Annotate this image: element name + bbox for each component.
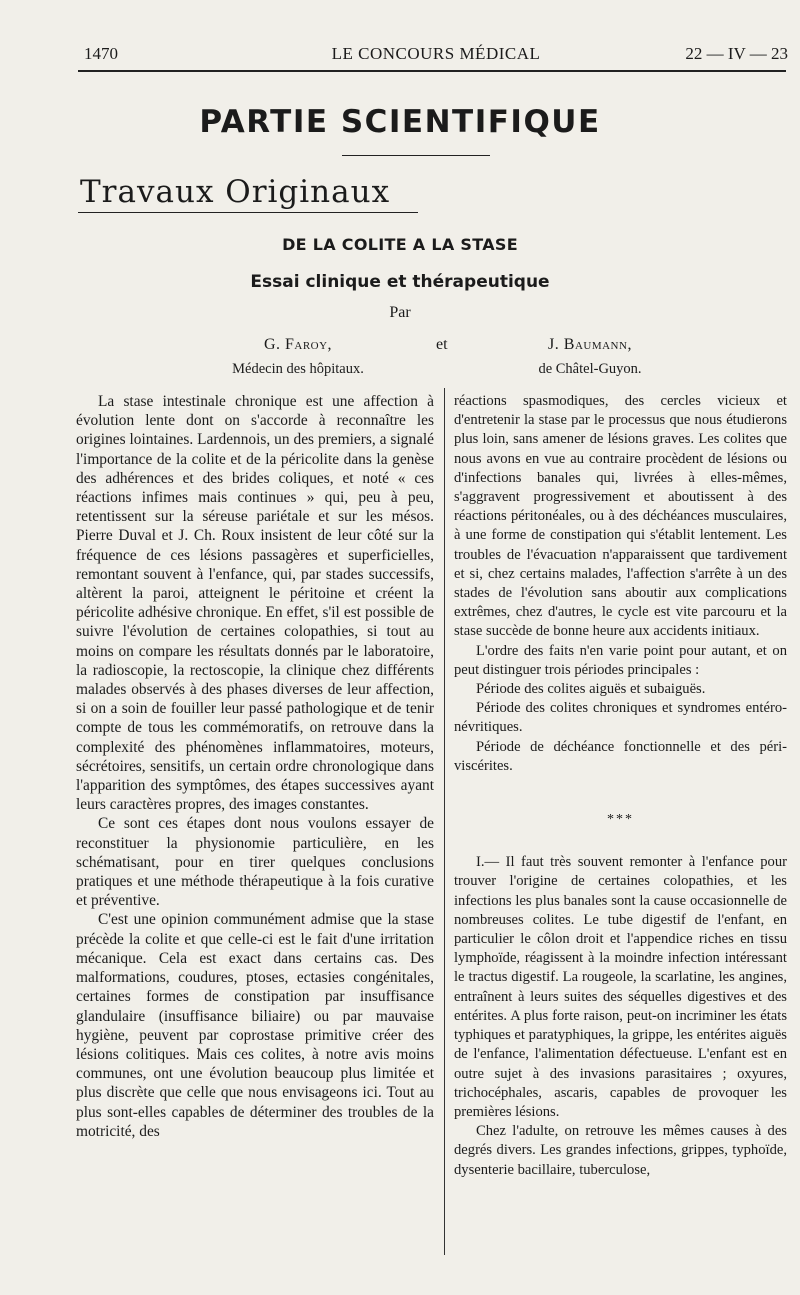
author-affiliation: de Châtel-Guyon.: [538, 361, 642, 377]
paragraph: Chez l'adulte, on retrouve les mêmes causes à des degrés divers. Les grandes infections, grippes, typhoïde, dysenterie bacillaire, tuberculose,: [454, 1123, 787, 1178]
journal-title: LE CONCOURS MÉDICAL: [331, 44, 541, 63]
article-subtitle: Essai clinique et thérapeutique: [250, 272, 550, 292]
paragraph: L'ordre des faits n'en varie point pour autant, et on peut distinguer trois périodes principales :: [454, 642, 787, 678]
issue-date: 22 — IV — 23: [685, 44, 788, 63]
paragraph: Ce sont ces étapes dont nous voulons essayer de reconstituer la physionomie particulière, en les schématisant, pour en tirer quelques conclusions pratiques et une méthode thérapeutique à la fois curative et préventive.: [76, 815, 434, 910]
rubric-title: Travaux Originaux: [80, 174, 391, 210]
section-rule: [342, 155, 490, 156]
rubric-rule: [78, 212, 418, 213]
byline-conjunction: et: [436, 336, 448, 353]
paragraph: La stase intestinale chronique est une affection à évolution lente dont on s'accorde à reconnaître les origines lointaines. Lardennois, un des premiers, a signalé l'importance de la colite et de la péricolite dans la genèse des adhérences et des brides coliques, et noté « ces réactions infimes mais continues » qui, peu à peu, retentissent sur la séreuse pariétale et sur les mésos. Pierre Duval et J. Ch. Roux insistent de leur côté sur la fréquence de ces lésions passagères et superficielles, remontant souvent à l'enfance, qui, par stades successifs, altèrent la paroi, atteignent le péritoine et créent la péricolite adhésive chronique. En effet, s'il est possible de suivre l'évolution de certaines colopathies, si tout au moins on compare les résultats donnés par le laboratoire, la radioscopie, la rectoscopie, la clinique chez différents malades observés à des phases diverses de leur affection, si on a soin de fouiller leur passé pathologique et de tenir compte de tous les commémoratifs, on retrouve dans la complexité des phénomènes inflammatoires, moteurs, sécrétoires, sensitifs, un certain ordre chronologique dans l'apparition des symptômes, des étapes successives ayant leurs caractères propres, des images constantes.: [76, 393, 434, 814]
paragraph: I.— Il faut très souvent remonter à l'enfance pour trouver l'origine de certaines colopathies, et les infections les plus banales sont la cause occasionnelle de nombreuses colites. Le tube digestif de l'enfant, en particulier le côlon droit et l'appendice riches en tissu lymphoïde, réagissent à la moindre infection intéressant le tractus digestif. La rougeole, la scarlatine, les angines, entraînent à leurs suites des séquelles digestives et des entérites. A plus forte raison, peut-on incriminer les états typhiques et paratyphiques, la grippe, les entérites aiguës de l'enfance, l'alimentation défectueuse. L'enfant est en outre sujet à des invasions parasitaires ; oxyures, trichocéphales, ascaris, capables de provoquer les premières lésions.: [454, 854, 787, 1120]
period-item: Période des colites chroniques et syndromes entéro-névritiques.: [454, 700, 787, 736]
author-affiliation: Médecin des hôpitaux.: [232, 361, 364, 377]
author-baumann: [500, 336, 680, 378]
author-name: G. Faroy,: [263, 336, 333, 353]
period-item: Période des colites aiguës et subaiguës.: [476, 681, 706, 698]
left-column: [76, 392, 434, 1141]
article-title: DE LA COLITE A LA STASE: [282, 235, 518, 254]
right-column: [454, 392, 787, 1180]
author-name: J. Baumann,: [548, 336, 632, 353]
section-title: PARTIE SCIENTIFIQUE: [199, 104, 601, 140]
page-number: 1470: [84, 44, 118, 63]
author-faroy: [208, 336, 388, 378]
running-head: [84, 44, 788, 68]
paragraph: C'est une opinion communément admise que la stase précède la colite et que celle-ci est le fait d'une irritation mécanique. Cela est exact dans certains cas. Des malformations, coudures, ptoses, ectasies congénitales, certaines formes de constipation par insuffisance glandulaire (insuffisance biliaire) ou par mauvaise hygiène, peuvent par coprostase primitive créer des lésions colitiques. Mais ces colites, à notre avis moins communes, ont une évolution beaucoup plus limitée et plus discrète que celle que nous envisageons ici. Tout au plus sont-elles capables de déterminer des troubles de la motricité, des: [76, 911, 434, 1140]
period-item: Période de déchéance fonctionnelle et des péri-viscérites.: [454, 738, 787, 774]
byline-par: Par: [389, 304, 411, 321]
column-divider: [444, 388, 445, 1255]
paragraph-continuation: réactions spasmodiques, des cercles vicieux et d'entretenir la stase par le processus que nous étudierons plus loin, sans amener de lésions graves. Les colites que nous avons en vue au contraire procèdent de lésions ou d'infections banales qui, livrées à elles-mêmes, s'aggravent progressivement et aboutissent à des réactions péritonéales, ou à des déchéances musculaires, à une forme de constipation qui s'établit lentement. Les troubles de l'évacuation n'apparaissent que tardivement et si, chez certains malades, l'affection s'arrête à un des stades de l'évolution sans aboutir aux complications extrêmes, chez d'autres, le cycle est vite parcouru et la stase succède de bonne heure aux accidents initiaux.: [454, 393, 787, 640]
asterism-separator: ***: [607, 812, 634, 828]
header-rule: [78, 70, 786, 72]
